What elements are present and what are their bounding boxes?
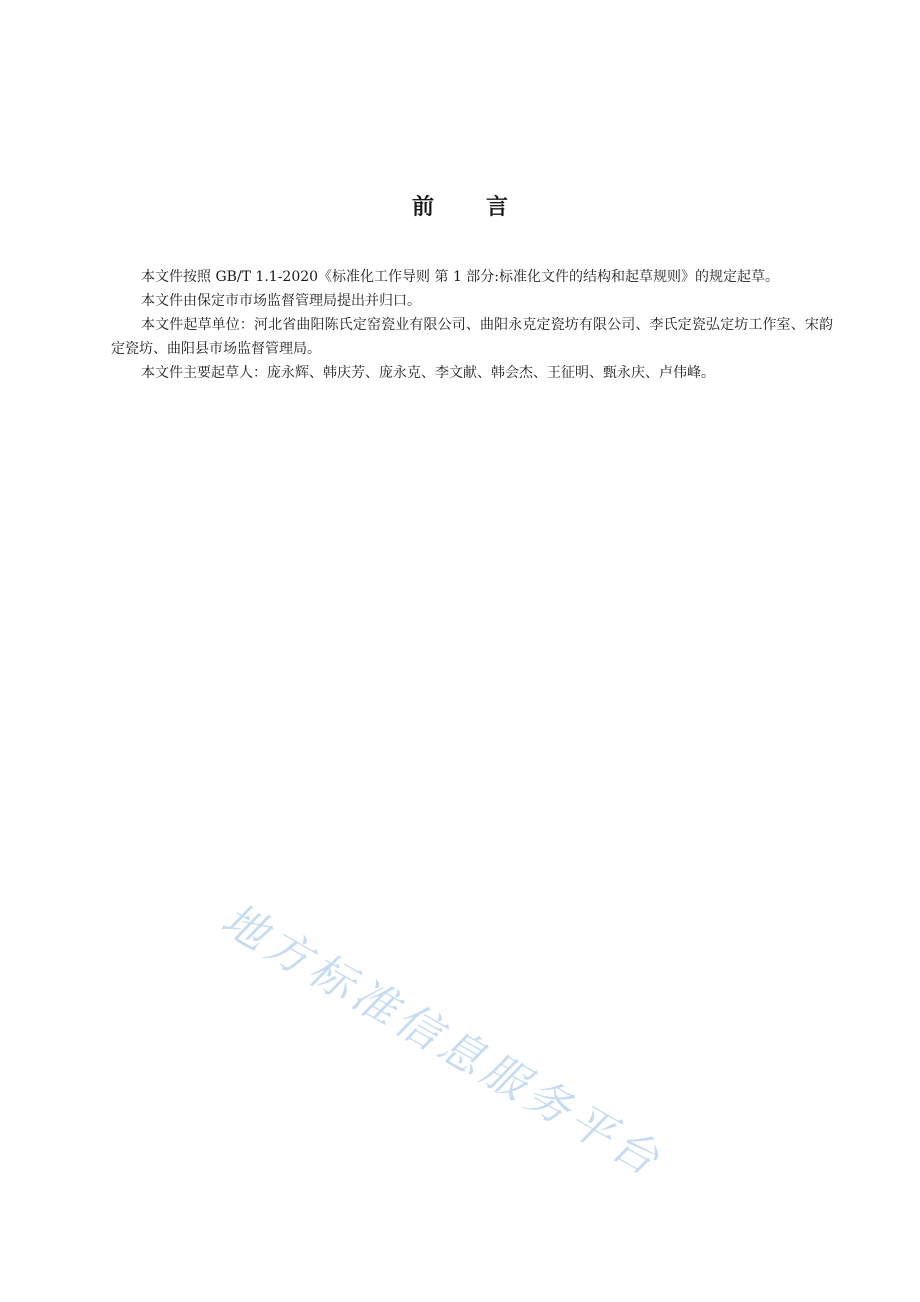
page-title-char-2: 言 [486,195,509,220]
paragraph-proposer: 本文件由保定市市场监督管理局提出并归口。 [141,293,421,309]
watermark-text: 地方标准信息服务平台 [213,893,672,1188]
page-title-char-1: 前 [411,195,434,220]
paragraph-standard-basis: 本文件按照 GB/T 1.1-2020《标准化工作导则 第 1 部分:标准化文件的结构和起草规则》的规定起草。 [141,269,780,285]
foreword-body [111,265,833,385]
paragraph-drafting-units: 本文件起草单位：河北省曲阳陈氏定窑瓷业有限公司、曲阳永克定瓷坊有限公司、李氏定瓷弘定坊工作室、宋韵定瓷坊、曲阳县市场监督管理局。 [111,317,833,357]
paragraph-drafters: 本文件主要起草人：庞永辉、韩庆芳、庞永克、李文献、韩会杰、王征明、甄永庆、卢伟峰。 [141,365,715,381]
page-title [0,190,920,221]
